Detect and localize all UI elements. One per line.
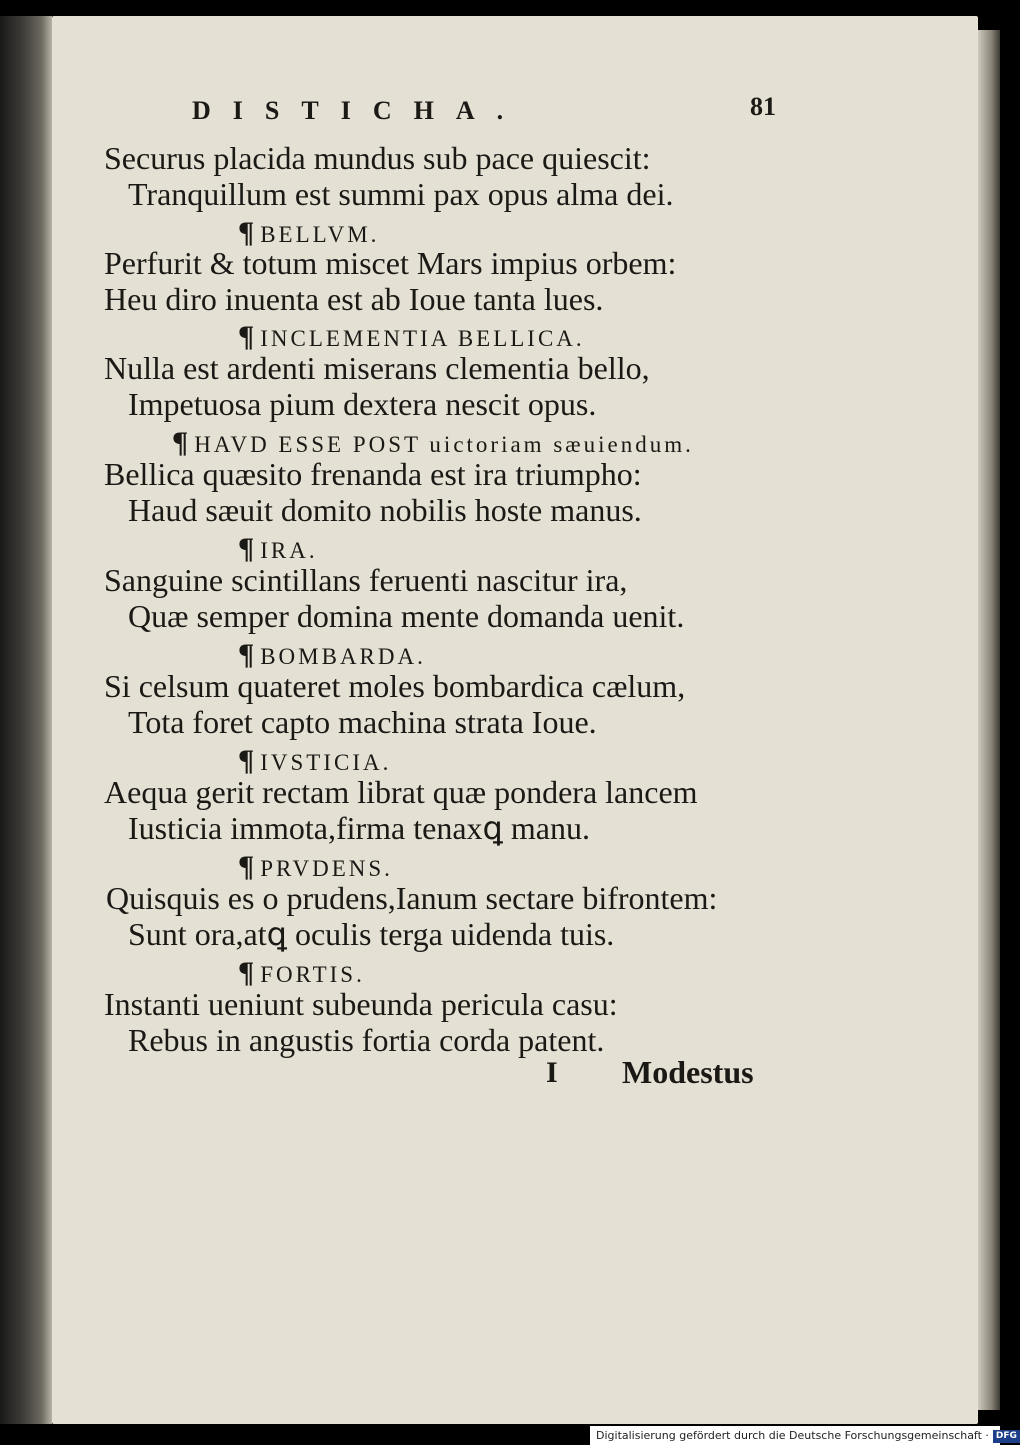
- section-heading: [238, 958, 365, 988]
- verse-line: Aequa gerit rectam librat quæ pondera lancem: [104, 774, 698, 810]
- pilcrow-icon: ¶: [238, 532, 258, 565]
- verse-line: Bellica quæsito frenanda est ira triumpho:: [104, 456, 642, 492]
- pilcrow-icon: ¶: [238, 638, 258, 671]
- catchword: Modestus: [622, 1054, 754, 1090]
- verse-line: Heu diro inuenta est ab Ioue tanta lues.: [104, 281, 604, 317]
- heading-text: HAVD ESSE POST uictoriam sæuiendum.: [194, 432, 694, 457]
- verse-line: Quæ semper domina mente domanda uenit.: [128, 598, 685, 634]
- pilcrow-icon: ¶: [238, 744, 258, 777]
- verse-line: Nulla est ardenti miserans clementia bello,: [104, 350, 650, 386]
- verse-line: Perfurit & totum miscet Mars impius orbem:: [104, 245, 677, 281]
- heading-text: INCLEMENTIA BELLICA.: [260, 326, 585, 351]
- dfg-logo-icon: DFG: [993, 1430, 1020, 1443]
- verse-line: Impetuosa pium dextera nescit opus.: [128, 386, 597, 422]
- footer-text: Digitalisierung gefördert durch die Deutsche Forschungsgemeinschaft ·: [596, 1429, 989, 1442]
- heading-text: IVSTICIA.: [260, 750, 392, 775]
- verse-line: Haud sæuit domito nobilis hoste manus.: [128, 492, 642, 528]
- verse-line: Rebus in angustis fortia corda patent.: [128, 1022, 605, 1058]
- verse-line: Securus placida mundus sub pace quiescit:: [104, 140, 651, 176]
- verse-line: Iusticia immota,firma tenaxꝗ manu.: [128, 810, 590, 846]
- section-heading: [238, 852, 393, 882]
- heading-text: BELLVM.: [260, 222, 380, 247]
- pilcrow-icon: ¶: [238, 320, 258, 353]
- section-heading: [172, 428, 694, 458]
- running-head: DISTICHA.: [192, 96, 526, 125]
- verse-line: Instanti ueniunt subeunda pericula casu:: [104, 986, 618, 1022]
- page-number: 81: [750, 92, 776, 121]
- pilcrow-icon: ¶: [238, 216, 258, 249]
- verse-line: Sanguine scintillans feruenti nascitur ira,: [104, 562, 628, 598]
- section-heading: [238, 322, 585, 352]
- section-heading: [238, 640, 426, 670]
- verse-line: Si celsum quateret moles bombardica cælum,: [104, 668, 686, 704]
- section-heading: [238, 746, 391, 776]
- verse-line: Quisquis es o prudens,Ianum sectare bifrontem:: [106, 880, 718, 916]
- section-heading: [238, 218, 379, 248]
- digitization-credit: [590, 1426, 1017, 1445]
- signature-mark: I: [546, 1056, 558, 1089]
- pilcrow-icon: ¶: [238, 956, 258, 989]
- heading-text: BOMBARDA.: [260, 644, 426, 669]
- pilcrow-icon: ¶: [172, 426, 192, 459]
- verse-line: Sunt ora,atꝗ oculis terga uidenda tuis.: [128, 916, 615, 952]
- heading-text: PRVDENS.: [260, 856, 393, 881]
- pilcrow-icon: ¶: [238, 850, 258, 883]
- verse-line: Tota foret capto machina strata Ioue.: [128, 704, 597, 740]
- heading-text: FORTIS.: [260, 962, 365, 987]
- heading-text: IRA.: [260, 538, 318, 563]
- verse-line: Tranquillum est summi pax opus alma dei.: [128, 176, 674, 212]
- section-heading: [238, 534, 318, 564]
